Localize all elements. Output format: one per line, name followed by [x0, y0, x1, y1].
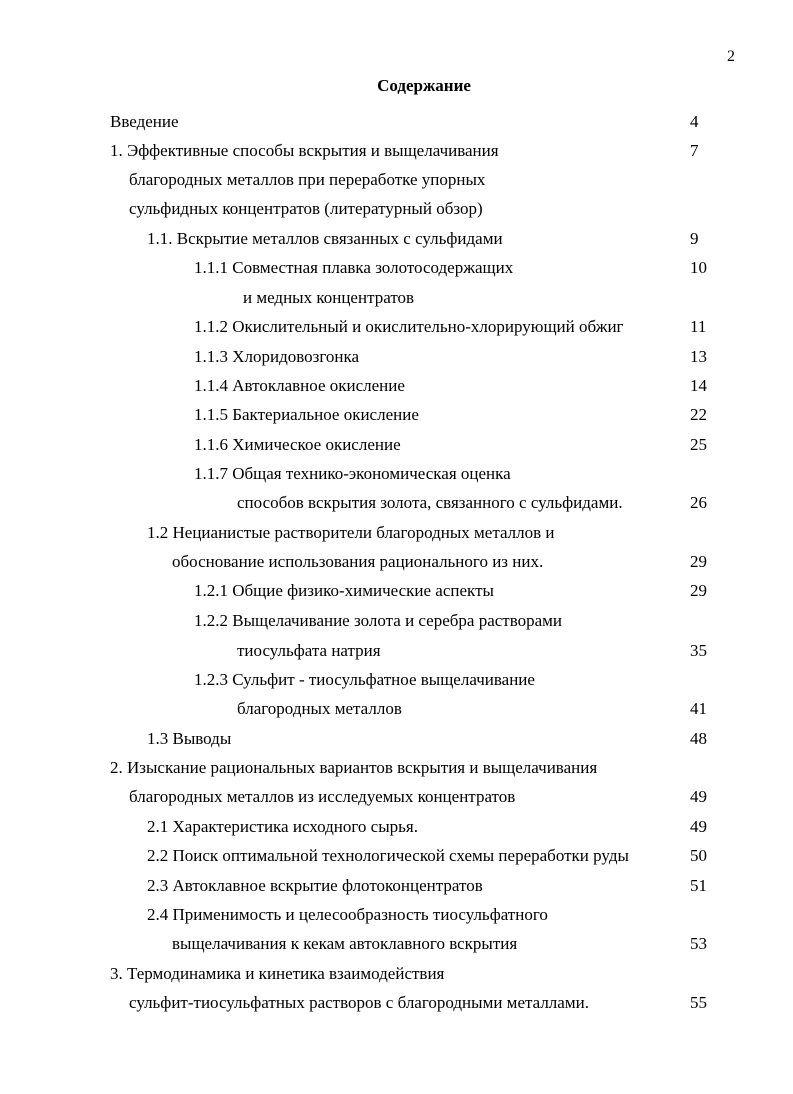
toc-line: [0, 434, 793, 463]
toc-line: [0, 404, 793, 433]
toc-line: [0, 198, 793, 227]
toc-line: [0, 228, 793, 257]
toc-line-page: 49: [690, 787, 707, 806]
toc-line: [0, 640, 793, 669]
toc-line-page: 50: [690, 846, 707, 865]
toc-line-text: 1.1. Вскрытие металлов связанных с сульфидами: [147, 229, 503, 248]
toc-line-text: 2.2 Поиск оптимальной технологической схемы переработки руды: [147, 846, 629, 865]
toc-line: [0, 346, 793, 375]
toc-line-text: 1.1.1 Совместная плавка золотосодержащих: [194, 258, 514, 277]
toc-line-text: 1.1.6 Химическое окисление: [194, 435, 401, 454]
toc-line: [0, 375, 793, 404]
page-title: Содержание: [377, 76, 471, 95]
toc-line: [0, 257, 793, 286]
toc-line-page: 48: [690, 729, 707, 748]
toc-line-text: 1. Эффективные способы вскрытия и выщелачивания: [110, 141, 499, 160]
toc-line-text: 1.1.4 Автоклавное окисление: [194, 376, 405, 395]
toc-line: [0, 933, 793, 962]
toc-line: [0, 316, 793, 345]
toc-line-text: 2. Изыскание рациональных вариантов вскрытия и выщелачивания: [110, 758, 598, 777]
toc-line-page: 29: [690, 552, 707, 571]
toc-line-page: 11: [690, 317, 707, 336]
toc-line-page: 51: [690, 876, 707, 895]
toc-line-text: и медных концентратов: [243, 288, 415, 307]
toc-line-page: 26: [690, 493, 707, 512]
toc-line-page: 9: [690, 229, 699, 248]
toc-line-text: тиосульфата натрия: [237, 641, 381, 660]
toc-line-text: 3. Термодинамика и кинетика взаимодействия: [110, 964, 445, 983]
toc-line-text: 1.2 Нецианистые растворители благородных металлов и: [147, 523, 555, 542]
toc-line-text: 1.1.7 Общая технико-экономическая оценка: [194, 464, 511, 483]
toc-line-text: 1.2.3 Сульфит - тиосульфатное выщелачивание: [194, 670, 535, 689]
toc-line-text: 1.1.5 Бактериальное окисление: [194, 405, 419, 424]
toc-line: [0, 904, 793, 933]
toc-line-page: 7: [690, 141, 699, 160]
toc-line-page: 29: [690, 581, 707, 600]
toc-line-page: 35: [690, 641, 707, 660]
toc-line-text: сульфит-тиосульфатных растворов с благородными металлами.: [129, 993, 589, 1012]
toc-line-page: 41: [690, 699, 707, 718]
toc-line-text: 2.3 Автоклавное вскрытие флотоконцентратов: [147, 876, 483, 895]
toc-line: [0, 551, 793, 580]
toc-line-text: 1.1.2 Окислительный и окислительно-хлорирующий обжиг: [194, 317, 624, 336]
toc-line: [0, 669, 793, 698]
toc-line-text: Введение: [110, 112, 179, 131]
toc-line: [0, 816, 793, 845]
toc-line: [0, 610, 793, 639]
toc-line-page: 53: [690, 934, 707, 953]
toc-line-text: 1.2.2 Выщелачивание золота и серебра растворами: [194, 611, 563, 630]
toc-line: [0, 492, 793, 521]
toc-line-text: 1.3 Выводы: [147, 729, 232, 748]
toc-line: [0, 580, 793, 609]
toc-line-text: выщелачивания к кекам автоклавного вскрытия: [172, 934, 518, 953]
toc-line: [0, 845, 793, 874]
toc-line-page: 55: [690, 993, 707, 1012]
toc-line-page: 14: [690, 376, 707, 395]
toc-line: [0, 757, 793, 786]
toc-line: [0, 463, 793, 492]
toc-line-page: 4: [690, 112, 699, 131]
toc-line: [0, 963, 793, 992]
toc-line-text: благородных металлов: [237, 699, 402, 718]
toc-line: [0, 287, 793, 316]
toc-line: [0, 140, 793, 169]
toc-line-page: 13: [690, 347, 707, 366]
toc-line-text: благородных металлов из исследуемых концентратов: [129, 787, 516, 806]
toc-line: [0, 169, 793, 198]
toc-line-text: способов вскрытия золота, связанного с сульфидами.: [237, 493, 623, 512]
toc-line-text: 1.1.3 Хлоридовозгонка: [194, 347, 360, 366]
toc-line-text: благородных металлов при переработке упорных: [129, 170, 486, 189]
toc-line: [0, 522, 793, 551]
toc-line-page: 25: [690, 435, 707, 454]
toc-line: [0, 992, 793, 1021]
toc-line-page: 49: [690, 817, 707, 836]
toc-line: [0, 698, 793, 727]
toc-line: [0, 875, 793, 904]
page-number: 2: [727, 48, 735, 65]
toc-line: [0, 786, 793, 815]
toc-line: [0, 728, 793, 757]
toc-line-text: 2.1 Характеристика исходного сырья.: [147, 817, 418, 836]
toc-line: [0, 111, 793, 140]
toc-line-page: 10: [690, 258, 707, 277]
toc-line-text: обоснование использования рационального из них.: [172, 552, 544, 571]
toc-line-page: 22: [690, 405, 707, 424]
toc-line-text: 1.2.1 Общие физико-химические аспекты: [194, 581, 494, 600]
toc-line-text: 2.4 Применимость и целесообразность тиосульфатного: [147, 905, 548, 924]
toc-line-text: сульфидных концентратов (литературный обзор): [129, 199, 483, 218]
